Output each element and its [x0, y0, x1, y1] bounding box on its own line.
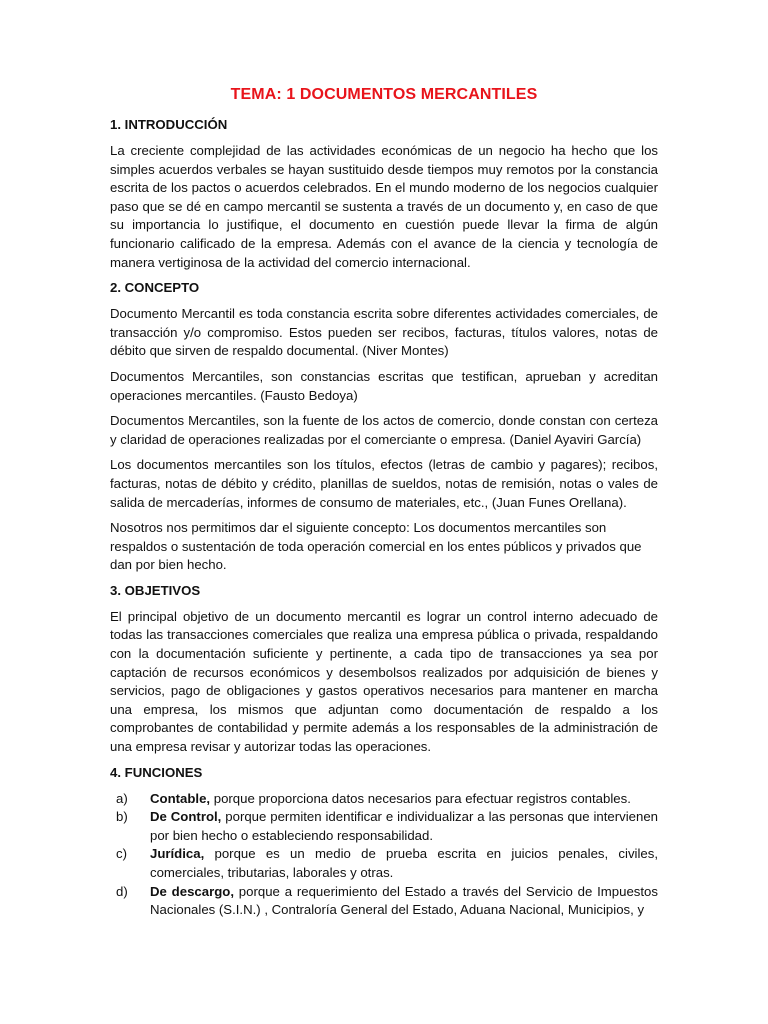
list-text: porque proporciona datos necesarios para efectuar registros contables.: [210, 790, 631, 806]
concepto-paragraph-4: Los documentos mercantiles son los títulos, efectos (letras de cambio y pagares); recibos, facturas, notas de débito y crédito, planillas de sueldos, notas de remisión, notas o vales de salida de mercaderías, informes de consumo de materiales, etc., (Juan Funes Orellana).: [110, 457, 658, 510]
list-text: porque permiten identificar e individualizar a las personas que intervienen por bien hecho o estableciendo responsabilidad.: [150, 809, 658, 843]
list-term: De descargo,: [150, 883, 234, 899]
list-term: De Control,: [150, 809, 222, 825]
section-heading-objetivos: 3. OBJETIVOS: [110, 582, 201, 598]
section-heading-funciones: 4. FUNCIONES: [110, 764, 203, 780]
list-marker: a): [116, 790, 128, 806]
list-text: porque a requerimiento del Estado a través del Servicio de Impuestos Nacionales (S.I.N.) , Contraloría General del Estado, Aduana Nacional, Municipios, y: [150, 883, 658, 918]
objetivos-paragraph: El principal objetivo de un documento mercantil es lograr un control interno adecuado de todas las transacciones comerciales que realiza una empresa pública o privada, respaldando con la documentación suficiente y pertinente, a cada tipo de transacciones ya sea por captación de recursos económicos y desembolsos realizados por adquisición de bienes y servicios, pago de obligaciones y gastos operativos necesarios para mantener en marcha una empresa, los mismos que adjuntan como documentación de respaldo a los comprobantes de contabilidad y permite además a los responsables de la administración de una empresa revisar y autorizar todas las operaciones.: [110, 608, 658, 755]
list-term: Jurídica,: [150, 846, 205, 862]
section-heading-concepto: 2. CONCEPTO: [110, 280, 200, 296]
intro-paragraph: La creciente complejidad de las actividades económicas de un negocio ha hecho que los simples acuerdos verbales se hayan sustituido desde tiempos muy remotos por la constancia escrita de los pactos o acuerdos celebrados. En el mundo moderno de los negocios cualquier paso que se dé en campo mercantil se sustenta a través de un documento y, en caso de que su importancia lo justifique, el documento en cuestión puede llevar la firma de algún funcionario calificado de la empresa. Además con el avance de la ciencia y tecnología de manera vertiginosa de la actividad del comercio internacional.: [110, 143, 658, 270]
list-item: [110, 883, 658, 920]
list-term: Contable,: [150, 790, 211, 806]
list-item: [110, 808, 658, 845]
list-marker: c): [116, 846, 127, 862]
list-marker: d): [116, 883, 128, 899]
funciones-list: [110, 790, 658, 920]
list-text: porque es un medio de prueba escrita en juicios penales, civiles, comerciales, tributarias, laborales y otras.: [150, 846, 658, 880]
concepto-paragraph-3: Documentos Mercantiles, son la fuente de los actos de comercio, donde constan con certeza y claridad de operaciones realizadas por el comerciante o empresa. (Daniel Ayaviri García): [110, 413, 658, 447]
concepto-paragraph-1: Documento Mercantil es toda constancia escrita sobre diferentes actividades comerciales, de transacción y/o compromiso. Estos pueden ser recibos, facturas, títulos valores, notas de débito que sirven de respaldo documental. (Niver Montes): [110, 306, 658, 359]
list-marker: b): [116, 809, 128, 825]
concepto-paragraph-2: Documentos Mercantiles, son constancias escritas que testifican, aprueban y acreditan operaciones mercantiles. (Fausto Bedoya): [110, 368, 658, 403]
section-heading-introduccion: 1. INTRODUCCIÓN: [110, 117, 228, 132]
concepto-paragraph-5: Nosotros nos permitimos dar el siguiente concepto: Los documentos mercantiles son respaldos o sustentación de toda operación comercial en los entes públicos y privados que dan por bien hecho.: [110, 520, 642, 573]
list-item: [110, 845, 658, 882]
document-title: TEMA: 1 DOCUMENTOS MERCANTILES: [230, 86, 538, 103]
list-item: [110, 790, 658, 809]
